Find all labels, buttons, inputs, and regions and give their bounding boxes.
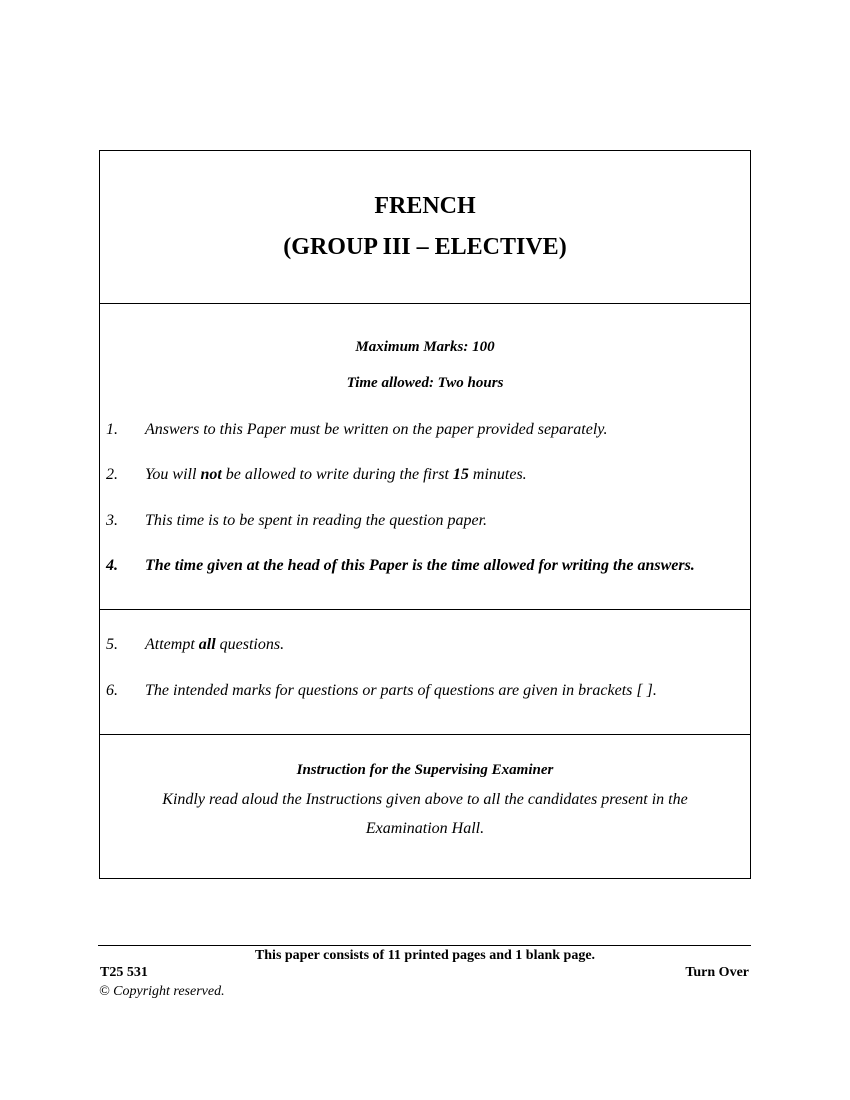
- item-number: 4.: [106, 557, 118, 574]
- item-text: The intended marks for questions or parts of questions are given in brackets [ ].: [145, 682, 657, 699]
- supervisor-section: [100, 735, 750, 878]
- time-allowed: Time allowed: Two hours: [346, 375, 504, 391]
- item-number: 6.: [106, 682, 118, 699]
- footer-divider: [98, 945, 751, 946]
- instruction-box: [99, 150, 751, 879]
- item-text: This time is to be spent in reading the question paper.: [145, 512, 488, 529]
- item-number: 5.: [106, 636, 118, 653]
- pages-note: This paper consists of 11 printed pages and 1 blank page.: [254, 948, 596, 963]
- item-text: You will not be allowed to write during the first 15 minutes.: [145, 466, 527, 483]
- question-rules-section: [100, 610, 750, 735]
- item-number: 1.: [106, 421, 118, 438]
- maximum-marks: Maximum Marks: 100: [355, 339, 495, 355]
- turn-over-label: Turn Over: [685, 965, 749, 980]
- general-instructions-section: [100, 304, 750, 610]
- item-text: Answers to this Paper must be written on the paper provided separately.: [145, 421, 608, 438]
- supervisor-title: Instruction for the Supervising Examiner: [296, 762, 554, 778]
- paper-code: T25 531: [100, 965, 148, 980]
- item-text: Attempt all questions.: [145, 636, 285, 653]
- title-section: [100, 151, 750, 304]
- item-text: The time given at the head of this Paper is the time allowed for writing the answers.: [145, 557, 695, 574]
- item-number: 3.: [106, 512, 118, 529]
- item-number: 2.: [106, 466, 118, 483]
- copyright-notice: © Copyright reserved.: [99, 984, 225, 999]
- subject-title: FRENCH: [374, 193, 476, 219]
- group-title: (GROUP III – ELECTIVE): [283, 234, 567, 260]
- supervisor-instruction: Kindly read aloud the Instructions given above to all the candidates present in the Examination Hall.: [162, 791, 688, 837]
